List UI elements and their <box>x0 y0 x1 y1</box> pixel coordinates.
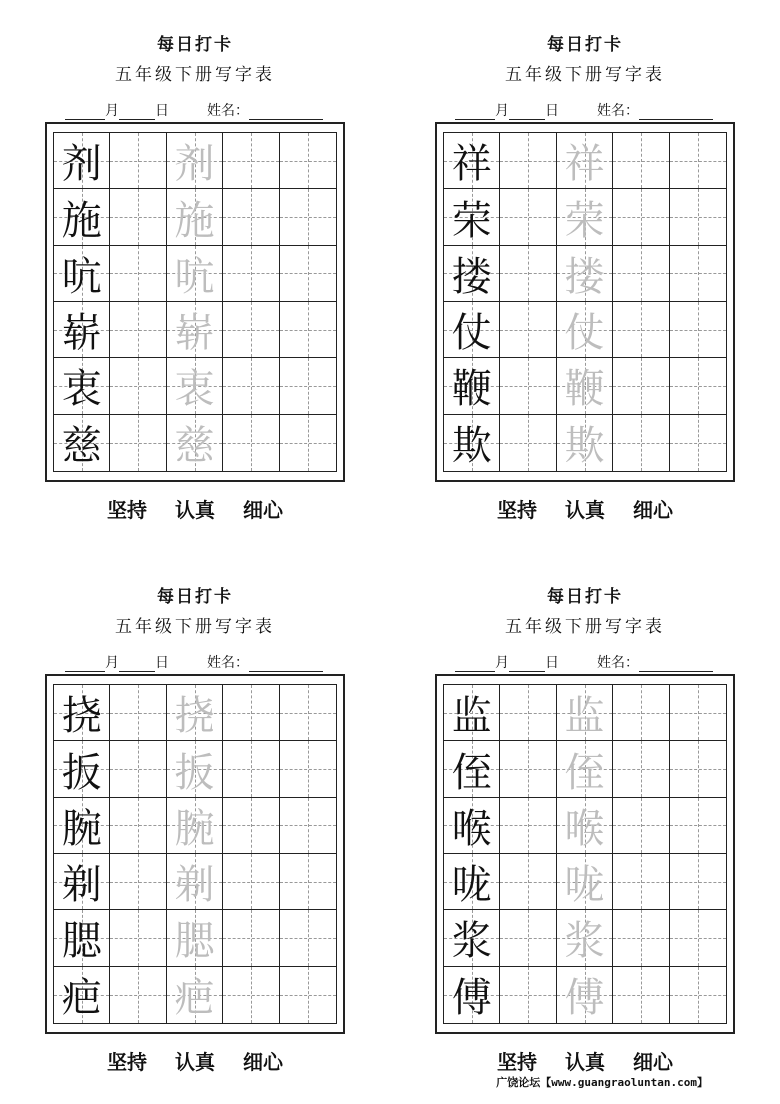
blank-grid-cell[interactable] <box>613 189 669 244</box>
writing-grid-frame <box>435 122 735 482</box>
day-label: 日 <box>545 103 559 119</box>
model-character: 剂 <box>61 141 102 188</box>
blank-grid-cell[interactable] <box>280 246 336 301</box>
blank-grid-cell[interactable] <box>223 741 279 796</box>
grid-cell <box>54 302 110 357</box>
motto-word-3: 细心 <box>633 1050 673 1074</box>
grid-cell[interactable] <box>167 189 223 244</box>
model-character: 腕 <box>61 805 102 852</box>
grid-cell <box>54 133 110 188</box>
blank-grid-cell[interactable] <box>500 910 556 965</box>
trace-character: 衷 <box>174 366 215 413</box>
blank-grid-cell[interactable] <box>670 910 726 965</box>
name-label: 姓名： <box>597 103 639 119</box>
grid-cell <box>444 967 500 1023</box>
model-character: 慈 <box>61 423 102 470</box>
model-character: 崭 <box>61 310 102 357</box>
blank-grid-cell[interactable] <box>223 854 279 909</box>
grid-row <box>444 910 726 966</box>
blank-grid-cell[interactable] <box>110 967 166 1023</box>
blank-grid-cell[interactable] <box>280 685 336 740</box>
trace-character: 仗 <box>564 310 605 357</box>
blank-grid-cell[interactable] <box>223 133 279 188</box>
motto-word-1: 坚持 <box>497 498 537 522</box>
day-label: 日 <box>155 103 169 119</box>
blank-grid-cell[interactable] <box>110 685 166 740</box>
blank-grid-cell[interactable] <box>110 133 166 188</box>
name-label: 姓名： <box>207 103 249 119</box>
blank-grid-cell[interactable] <box>223 302 279 357</box>
grid-cell[interactable] <box>167 798 223 853</box>
trace-character: 监 <box>564 693 605 740</box>
grid-cell[interactable] <box>167 741 223 796</box>
grid-cell[interactable] <box>167 910 223 965</box>
blank-grid-cell[interactable] <box>280 415 336 471</box>
model-character: 浆 <box>451 918 492 965</box>
motto-word-3: 细心 <box>243 1050 283 1074</box>
grid-cell <box>54 415 110 471</box>
trace-character: 荣 <box>564 197 605 244</box>
blank-grid-cell[interactable] <box>670 854 726 909</box>
grid-cell[interactable] <box>557 967 613 1023</box>
trace-character: 腮 <box>174 918 215 965</box>
grid-cell <box>54 967 110 1023</box>
month-blank[interactable] <box>455 107 495 120</box>
trace-character: 疤 <box>174 975 215 1022</box>
month-blank[interactable] <box>455 659 495 672</box>
trace-character: 挠 <box>174 693 215 740</box>
month-blank[interactable] <box>65 107 105 120</box>
blank-grid-cell[interactable] <box>223 358 279 413</box>
grid-cell[interactable] <box>557 798 613 853</box>
trace-character: 施 <box>174 197 215 244</box>
trace-character: 祥 <box>564 141 605 188</box>
blank-grid-cell[interactable] <box>500 302 556 357</box>
blank-grid-cell[interactable] <box>500 798 556 853</box>
blank-grid-cell[interactable] <box>500 246 556 301</box>
blank-grid-cell[interactable] <box>110 415 166 471</box>
grid-cell[interactable] <box>557 302 613 357</box>
blank-grid-cell[interactable] <box>613 854 669 909</box>
trace-character: 咙 <box>564 862 605 909</box>
blank-grid-cell[interactable] <box>613 967 669 1023</box>
motto-word-1: 坚持 <box>497 1050 537 1074</box>
date-name-line <box>455 652 745 672</box>
motto-word-3: 细心 <box>243 498 283 522</box>
blank-grid-cell[interactable] <box>110 189 166 244</box>
grid-row <box>444 246 726 302</box>
model-character: 鞭 <box>451 366 492 413</box>
blank-grid-cell[interactable] <box>670 133 726 188</box>
trace-character: 崭 <box>174 310 215 357</box>
grid-cell[interactable] <box>557 358 613 413</box>
blank-grid-cell[interactable] <box>110 910 166 965</box>
grid-cell[interactable] <box>557 741 613 796</box>
blank-grid-cell[interactable] <box>613 133 669 188</box>
grid-cell[interactable] <box>557 685 613 740</box>
trace-character: 吭 <box>174 253 215 300</box>
blank-grid-cell[interactable] <box>280 854 336 909</box>
grid-cell <box>444 415 500 471</box>
card-subtitle: 五年级下册写字表 <box>115 617 275 637</box>
card-subtitle: 五年级下册写字表 <box>505 65 665 85</box>
grid-row <box>54 910 336 966</box>
card-title: 每日打卡 <box>157 587 233 607</box>
motto <box>45 494 345 523</box>
blank-grid-cell[interactable] <box>500 415 556 471</box>
trace-character: 慈 <box>174 423 215 470</box>
blank-grid-cell[interactable] <box>500 358 556 413</box>
trace-character: 鞭 <box>564 366 605 413</box>
grid-row <box>54 685 336 741</box>
motto-word-2: 认真 <box>565 498 605 522</box>
model-character: 剃 <box>61 862 102 909</box>
model-character: 施 <box>61 197 102 244</box>
blank-grid-cell[interactable] <box>670 415 726 471</box>
trace-character: 欺 <box>564 423 605 470</box>
trace-character: 腕 <box>174 805 215 852</box>
model-character: 欺 <box>451 423 492 470</box>
blank-grid-cell[interactable] <box>280 358 336 413</box>
grid-cell[interactable] <box>167 246 223 301</box>
name-label: 姓名： <box>597 655 639 671</box>
blank-grid-cell[interactable] <box>500 741 556 796</box>
model-character: 侄 <box>451 749 492 796</box>
blank-grid-cell[interactable] <box>613 246 669 301</box>
grid-row <box>444 685 726 741</box>
blank-grid-cell[interactable] <box>613 302 669 357</box>
motto <box>435 1046 735 1075</box>
blank-grid-cell[interactable] <box>280 798 336 853</box>
blank-grid-cell[interactable] <box>223 967 279 1023</box>
grid-cell[interactable] <box>557 854 613 909</box>
model-character: 监 <box>451 693 492 740</box>
blank-grid-cell[interactable] <box>500 685 556 740</box>
model-character: 挠 <box>61 693 102 740</box>
grid-row <box>54 415 336 471</box>
grid-row <box>444 302 726 358</box>
model-character: 腮 <box>61 918 102 965</box>
blank-grid-cell[interactable] <box>500 967 556 1023</box>
grid-cell <box>54 741 110 796</box>
card-title: 每日打卡 <box>157 35 233 55</box>
blank-grid-cell[interactable] <box>670 302 726 357</box>
blank-grid-cell[interactable] <box>613 685 669 740</box>
model-character: 祥 <box>451 141 492 188</box>
name-label: 姓名： <box>207 655 249 671</box>
grid-cell <box>444 798 500 853</box>
trace-character: 剂 <box>174 141 215 188</box>
name-blank[interactable] <box>249 107 323 120</box>
blank-grid-cell[interactable] <box>500 189 556 244</box>
blank-grid-cell[interactable] <box>280 741 336 796</box>
grid-row <box>54 741 336 797</box>
grid-row <box>54 302 336 358</box>
motto <box>45 1046 345 1075</box>
grid-row <box>444 133 726 189</box>
blank-grid-cell[interactable] <box>670 967 726 1023</box>
blank-grid-cell[interactable] <box>223 910 279 965</box>
grid-row <box>444 741 726 797</box>
grid-cell[interactable] <box>167 133 223 188</box>
blank-grid-cell[interactable] <box>280 133 336 188</box>
model-character: 仗 <box>451 310 492 357</box>
writing-grid-frame <box>45 122 345 482</box>
trace-character: 扳 <box>174 749 215 796</box>
blank-grid-cell[interactable] <box>110 302 166 357</box>
blank-grid-cell[interactable] <box>223 798 279 853</box>
blank-grid-cell[interactable] <box>670 246 726 301</box>
grid-cell <box>444 854 500 909</box>
grid-cell <box>54 189 110 244</box>
grid-cell <box>444 189 500 244</box>
grid-cell <box>444 302 500 357</box>
grid-row <box>444 798 726 854</box>
grid-cell <box>54 798 110 853</box>
grid-cell <box>444 685 500 740</box>
footer-watermark: 广饶论坛【www.guangraoluntan.com】 <box>496 1076 708 1089</box>
grid-row <box>444 189 726 245</box>
grid-row <box>444 358 726 414</box>
grid-row <box>444 854 726 910</box>
writing-grid <box>53 684 337 1024</box>
month-label: 月 <box>105 655 119 671</box>
blank-grid-cell[interactable] <box>110 246 166 301</box>
day-label: 日 <box>545 655 559 671</box>
grid-row <box>54 967 336 1023</box>
month-label: 月 <box>495 655 509 671</box>
grid-row <box>444 415 726 471</box>
grid-cell[interactable] <box>167 358 223 413</box>
month-label: 月 <box>495 103 509 119</box>
motto <box>435 494 735 523</box>
day-blank[interactable] <box>509 107 545 120</box>
writing-grid <box>443 684 727 1024</box>
model-character: 咙 <box>451 862 492 909</box>
writing-grid <box>53 132 337 472</box>
grid-cell[interactable] <box>557 189 613 244</box>
model-character: 喉 <box>451 805 492 852</box>
card-subtitle: 五年级下册写字表 <box>505 617 665 637</box>
model-character: 衷 <box>61 366 102 413</box>
card-title: 每日打卡 <box>547 587 623 607</box>
motto-word-3: 细心 <box>633 498 673 522</box>
grid-cell[interactable] <box>557 415 613 471</box>
blank-grid-cell[interactable] <box>500 854 556 909</box>
name-blank[interactable] <box>249 659 323 672</box>
motto-word-1: 坚持 <box>107 498 147 522</box>
grid-row <box>54 798 336 854</box>
model-character: 疤 <box>61 975 102 1022</box>
motto-word-2: 认真 <box>565 1050 605 1074</box>
blank-grid-cell[interactable] <box>110 741 166 796</box>
date-name-line <box>65 100 355 120</box>
blank-grid-cell[interactable] <box>280 967 336 1023</box>
day-blank[interactable] <box>509 659 545 672</box>
model-character: 搂 <box>451 253 492 300</box>
blank-grid-cell[interactable] <box>280 302 336 357</box>
trace-character: 侄 <box>564 749 605 796</box>
name-blank[interactable] <box>639 659 713 672</box>
motto-word-1: 坚持 <box>107 1050 147 1074</box>
blank-grid-cell[interactable] <box>670 798 726 853</box>
card-subtitle: 五年级下册写字表 <box>115 65 275 85</box>
trace-character: 傅 <box>564 975 605 1022</box>
model-character: 傅 <box>451 975 492 1022</box>
blank-grid-cell[interactable] <box>280 189 336 244</box>
grid-cell <box>54 910 110 965</box>
motto-word-2: 认真 <box>175 1050 215 1074</box>
blank-grid-cell[interactable] <box>670 685 726 740</box>
blank-grid-cell[interactable] <box>223 415 279 471</box>
grid-cell <box>444 741 500 796</box>
grid-cell[interactable] <box>557 910 613 965</box>
blank-grid-cell[interactable] <box>670 741 726 796</box>
blank-grid-cell[interactable] <box>280 910 336 965</box>
grid-cell <box>54 685 110 740</box>
grid-row <box>54 246 336 302</box>
grid-cell <box>54 854 110 909</box>
model-character: 吭 <box>61 253 102 300</box>
grid-cell <box>444 133 500 188</box>
trace-character: 浆 <box>564 918 605 965</box>
grid-cell[interactable] <box>167 302 223 357</box>
grid-row <box>444 967 726 1023</box>
blank-grid-cell[interactable] <box>110 358 166 413</box>
date-name-line <box>65 652 355 672</box>
blank-grid-cell[interactable] <box>613 798 669 853</box>
grid-cell[interactable] <box>167 685 223 740</box>
grid-cell[interactable] <box>557 133 613 188</box>
blank-grid-cell[interactable] <box>613 358 669 413</box>
grid-cell[interactable] <box>167 967 223 1023</box>
grid-cell[interactable] <box>167 854 223 909</box>
blank-grid-cell[interactable] <box>613 910 669 965</box>
blank-grid-cell[interactable] <box>110 798 166 853</box>
day-blank[interactable] <box>119 659 155 672</box>
blank-grid-cell[interactable] <box>670 358 726 413</box>
grid-cell <box>54 246 110 301</box>
blank-grid-cell[interactable] <box>223 246 279 301</box>
blank-grid-cell[interactable] <box>110 854 166 909</box>
grid-row <box>54 133 336 189</box>
writing-grid-frame <box>435 674 735 1034</box>
model-character: 扳 <box>61 749 102 796</box>
grid-cell[interactable] <box>167 415 223 471</box>
writing-grid <box>443 132 727 472</box>
motto-word-2: 认真 <box>175 498 215 522</box>
blank-grid-cell[interactable] <box>500 133 556 188</box>
blank-grid-cell[interactable] <box>670 189 726 244</box>
month-blank[interactable] <box>65 659 105 672</box>
blank-grid-cell[interactable] <box>613 415 669 471</box>
name-blank[interactable] <box>639 107 713 120</box>
grid-cell <box>444 910 500 965</box>
grid-cell <box>54 358 110 413</box>
blank-grid-cell[interactable] <box>223 685 279 740</box>
grid-row <box>54 189 336 245</box>
month-label: 月 <box>105 103 119 119</box>
grid-cell <box>444 246 500 301</box>
writing-grid-frame <box>45 674 345 1034</box>
trace-character: 剃 <box>174 862 215 909</box>
grid-cell[interactable] <box>557 246 613 301</box>
trace-character: 搂 <box>564 253 605 300</box>
day-blank[interactable] <box>119 107 155 120</box>
card-title: 每日打卡 <box>547 35 623 55</box>
model-character: 荣 <box>451 197 492 244</box>
grid-row <box>54 854 336 910</box>
trace-character: 喉 <box>564 805 605 852</box>
grid-cell <box>444 358 500 413</box>
date-name-line <box>455 100 745 120</box>
blank-grid-cell[interactable] <box>223 189 279 244</box>
day-label: 日 <box>155 655 169 671</box>
blank-grid-cell[interactable] <box>613 741 669 796</box>
grid-row <box>54 358 336 414</box>
